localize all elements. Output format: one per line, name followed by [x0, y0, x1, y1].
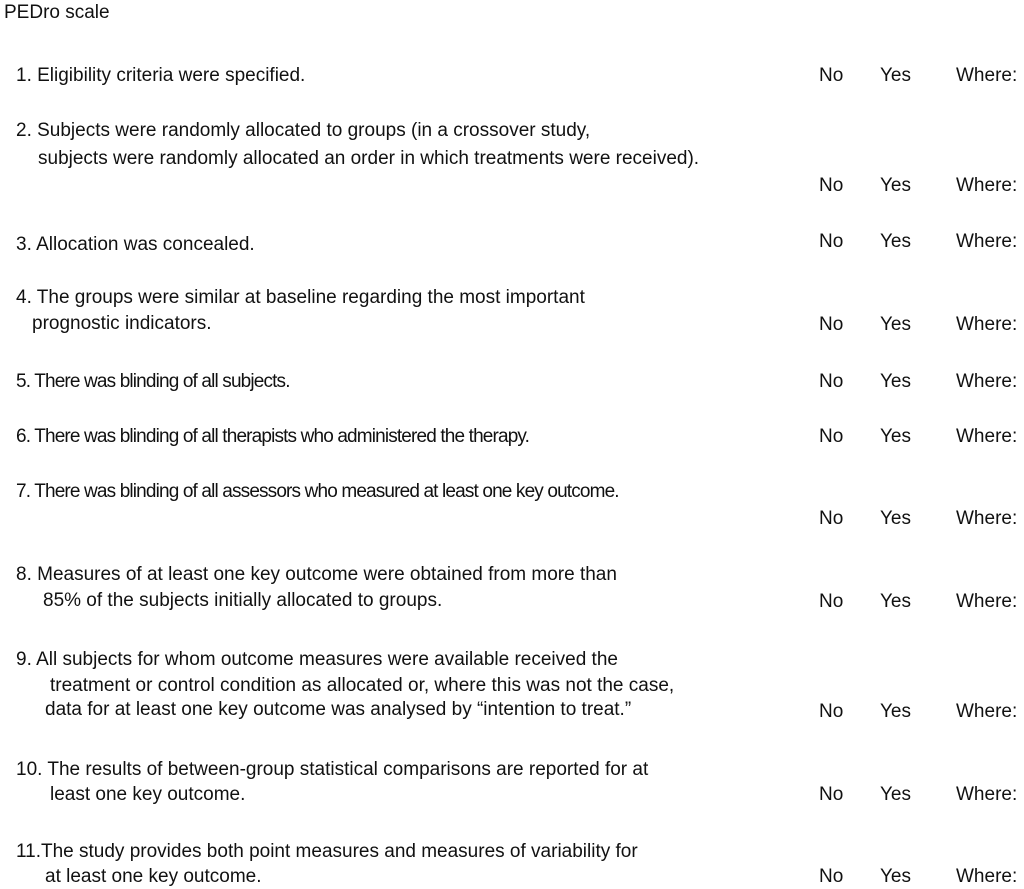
criterion-8 [0, 564, 1024, 612]
criterion-text-continued: prognostic indicators. [32, 313, 212, 334]
yes-option[interactable]: Yes [880, 784, 911, 805]
where-field[interactable]: Where: [956, 701, 1018, 722]
no-option[interactable]: No [819, 784, 844, 805]
criterion-9 [0, 649, 1024, 722]
criterion-text-continued: subjects were randomly allocated an order in which treatments were received). [38, 148, 700, 169]
page-title: PEDro scale [4, 2, 110, 23]
where-field[interactable]: Where: [956, 508, 1018, 529]
yes-option[interactable]: Yes [880, 371, 911, 392]
no-option[interactable]: No [819, 508, 844, 529]
criterion-11 [0, 841, 1024, 887]
criterion-text: 3. Allocation was concealed. [16, 234, 255, 255]
yes-option[interactable]: Yes [880, 314, 911, 335]
criterion-text-continued: least one key outcome. [50, 784, 246, 805]
criterion-10 [0, 759, 1024, 805]
yes-option[interactable]: Yes [880, 701, 911, 722]
criterion-5 [0, 371, 1024, 393]
criterion-text-continued: 85% of the subjects initially allocated to groups. [43, 590, 443, 611]
yes-option[interactable]: Yes [880, 508, 911, 529]
no-option[interactable]: No [819, 175, 844, 196]
criterion-6 [0, 426, 1024, 448]
yes-option[interactable]: Yes [880, 426, 911, 447]
where-field[interactable]: Where: [956, 784, 1018, 805]
no-option[interactable]: No [819, 314, 844, 335]
criterion-text: 7. There was blinding of all assessors who measured at least one key outcome. [16, 481, 619, 502]
criterion-text: 8. Measures of at least one key outcome were obtained from more than [16, 564, 617, 585]
no-option[interactable]: No [819, 426, 844, 447]
criterion-text: 4. The groups were similar at baseline regarding the most important [16, 287, 585, 308]
no-option[interactable]: No [819, 231, 844, 252]
criterion-text: 9. All subjects for whom outcome measures were available received the [16, 649, 618, 670]
criterion-text: 1. Eligibility criteria were specified. [16, 65, 306, 86]
yes-option[interactable]: Yes [880, 175, 911, 196]
where-field[interactable]: Where: [956, 175, 1018, 196]
no-option[interactable]: No [819, 701, 844, 722]
where-field[interactable]: Where: [956, 371, 1018, 392]
yes-option[interactable]: Yes [880, 231, 911, 252]
where-field[interactable]: Where: [956, 314, 1018, 335]
criterion-text: 10. The results of between-group statistical comparisons are reported for at [16, 759, 649, 780]
criterion-text-continued: treatment or control condition as allocated or, where this was not the case, [50, 675, 675, 696]
criterion-2 [0, 120, 1024, 196]
no-option[interactable]: No [819, 591, 844, 612]
criterion-text: 5. There was blinding of all subjects. [16, 371, 290, 392]
yes-option[interactable]: Yes [880, 866, 911, 887]
where-field[interactable]: Where: [956, 65, 1018, 86]
criterion-7 [0, 481, 1024, 529]
criterion-text-continued: at least one key outcome. [45, 866, 262, 887]
criterion-text: 6. There was blinding of all therapists who administered the therapy. [16, 426, 530, 447]
yes-option[interactable]: Yes [880, 65, 911, 86]
where-field[interactable]: Where: [956, 866, 1018, 887]
no-option[interactable]: No [819, 371, 844, 392]
where-field[interactable]: Where: [956, 591, 1018, 612]
criterion-1 [0, 65, 1024, 87]
yes-option[interactable]: Yes [880, 591, 911, 612]
criterion-4 [0, 287, 1024, 335]
criterion-text: 2. Subjects were randomly allocated to groups (in a crossover study, [16, 120, 591, 141]
criterion-3 [0, 231, 1024, 256]
where-field[interactable]: Where: [956, 426, 1018, 447]
where-field[interactable]: Where: [956, 231, 1018, 252]
no-option[interactable]: No [819, 866, 844, 887]
criterion-text: 11.The study provides both point measures and measures of variability for [16, 841, 638, 862]
no-option[interactable]: No [819, 65, 844, 86]
criterion-text-continued: data for at least one key outcome was analysed by “intention to treat.” [45, 699, 632, 720]
